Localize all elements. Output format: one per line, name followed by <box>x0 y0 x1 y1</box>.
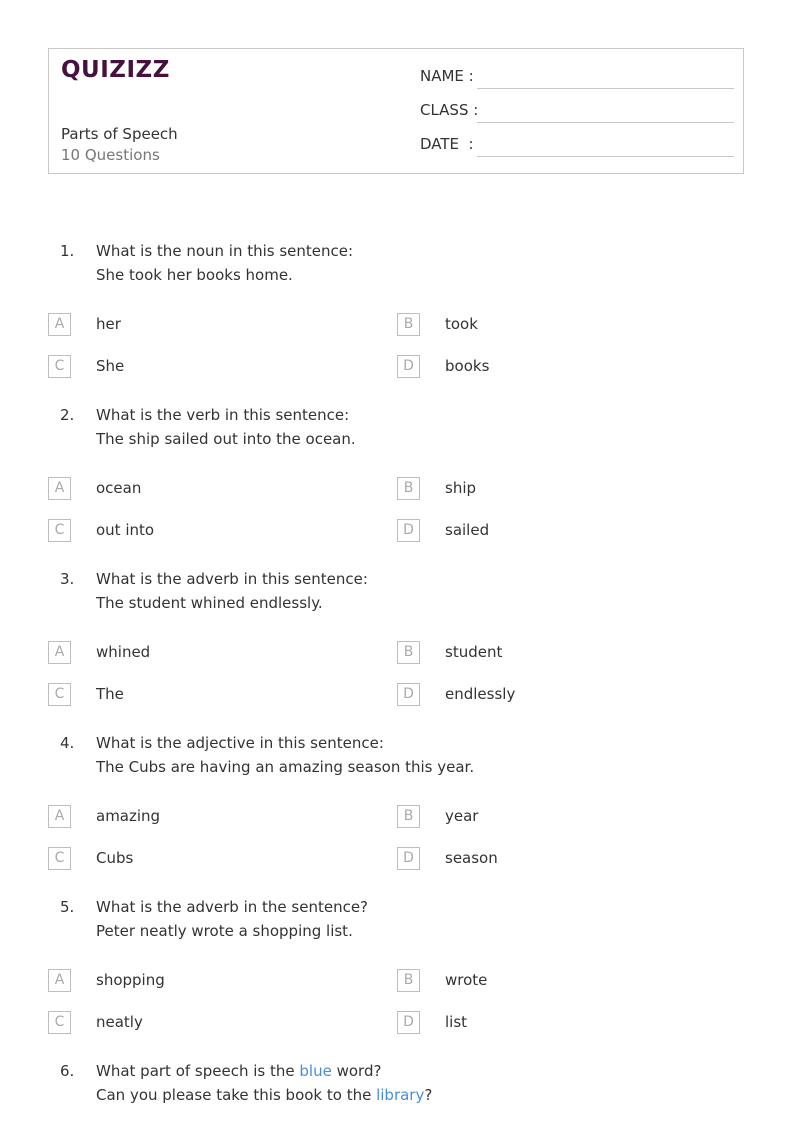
option-text: amazing <box>96 807 161 825</box>
option-letter-box: B <box>397 477 420 500</box>
question-sentence: She took her books home. <box>96 266 293 284</box>
date-field[interactable] <box>420 135 734 157</box>
question-number: 6. <box>60 1062 75 1080</box>
option-text: sailed <box>445 521 490 539</box>
question-number: 3. <box>60 570 75 588</box>
option-letter-box: C <box>48 519 71 542</box>
question-prompt: What is the verb in this sentence: <box>96 406 350 424</box>
class-field[interactable] <box>420 101 734 123</box>
name-field[interactable] <box>420 67 734 89</box>
option-letter-box: C <box>48 355 71 378</box>
option-letter-box: B <box>397 313 420 336</box>
name-line <box>477 88 734 89</box>
option-text: endlessly <box>445 685 516 703</box>
option-letter-box: A <box>48 641 71 664</box>
option-letter-box: A <box>48 477 71 500</box>
question-sentence <box>96 1086 432 1104</box>
prompt-text-before: What part of speech is the <box>96 1062 300 1080</box>
option-letter-box: D <box>397 519 420 542</box>
question-number: 1. <box>60 242 75 260</box>
sentence-text-before: Can you please take this book to the <box>96 1086 377 1104</box>
question-number: 2. <box>60 406 75 424</box>
highlighted-word-library: library <box>376 1086 425 1104</box>
option-letter-box: D <box>397 355 420 378</box>
option-text: whined <box>96 643 151 661</box>
sentence-text-after: ? <box>424 1086 433 1104</box>
question-prompt: What is the adverb in the sentence? <box>96 898 369 916</box>
question-prompt: What is the noun in this sentence: <box>96 242 354 260</box>
option-text: out into <box>96 521 155 539</box>
option-text: list <box>445 1013 468 1031</box>
option-text: student <box>445 643 503 661</box>
option-letter-box: C <box>48 683 71 706</box>
option-letter-box: D <box>397 1011 420 1034</box>
question-number: 4. <box>60 734 75 752</box>
quizizz-logo: QUIZIZZ <box>61 57 170 83</box>
option-text: ocean <box>96 479 142 497</box>
question-sentence: Peter neatly wrote a shopping list. <box>96 922 353 940</box>
option-letter-box: C <box>48 847 71 870</box>
option-letter-box: C <box>48 1011 71 1034</box>
worksheet-title: Parts of Speech <box>61 125 178 143</box>
option-text: wrote <box>445 971 488 989</box>
date-label: DATE : <box>420 135 474 153</box>
question-sentence: The ship sailed out into the ocean. <box>96 430 356 448</box>
name-label: NAME : <box>420 67 474 85</box>
option-text: ship <box>445 479 477 497</box>
option-text: neatly <box>96 1013 143 1031</box>
highlighted-word-blue: blue <box>299 1062 332 1080</box>
option-text: Cubs <box>96 849 134 867</box>
question-sentence: The student whined endlessly. <box>96 594 323 612</box>
question-count: 10 Questions <box>61 146 160 164</box>
class-line <box>477 122 734 123</box>
option-letter-box: B <box>397 805 420 828</box>
option-letter-box: D <box>397 847 420 870</box>
class-label: CLASS : <box>420 101 479 119</box>
option-text: books <box>445 357 490 375</box>
option-text: year <box>445 807 479 825</box>
prompt-text-after: word? <box>331 1062 382 1080</box>
option-letter-box: A <box>48 805 71 828</box>
option-text: took <box>445 315 478 333</box>
option-letter-box: B <box>397 969 420 992</box>
question-prompt <box>96 1062 381 1080</box>
worksheet-header <box>48 48 744 174</box>
option-text: season <box>445 849 498 867</box>
question-prompt: What is the adverb in this sentence: <box>96 570 368 588</box>
option-text: She <box>96 357 125 375</box>
option-text: her <box>96 315 121 333</box>
option-text: The <box>96 685 124 703</box>
option-letter-box: A <box>48 969 71 992</box>
question-prompt: What is the adjective in this sentence: <box>96 734 384 752</box>
option-text: shopping <box>96 971 165 989</box>
question-sentence: The Cubs are having an amazing season this year. <box>96 758 475 776</box>
option-letter-box: D <box>397 683 420 706</box>
question-number: 5. <box>60 898 75 916</box>
option-letter-box: B <box>397 641 420 664</box>
option-letter-box: A <box>48 313 71 336</box>
date-line <box>477 156 734 157</box>
